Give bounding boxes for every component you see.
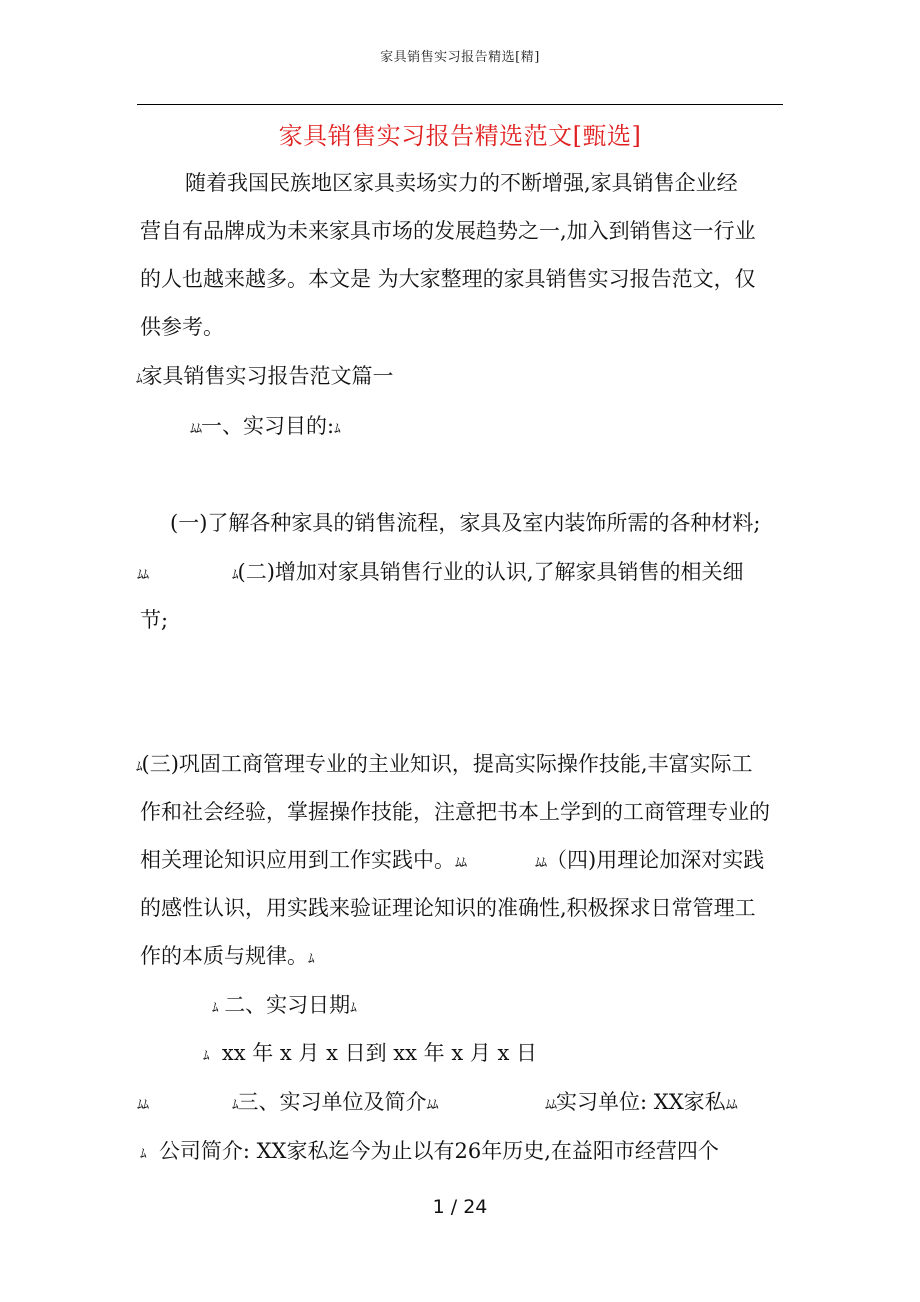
header-divider — [137, 104, 783, 105]
company-intro: ﾑ 公司简介: XX家私迄今为止以有26年历史,在益阳市经营四个 — [140, 1139, 719, 1163]
heading-purpose: ﾑﾑ一、实习目的:ﾑ — [190, 414, 340, 438]
format-mark-icon: ﾑﾑ — [190, 422, 201, 437]
format-mark-icon: ﾑﾑ — [535, 856, 546, 871]
format-mark-icon: ﾑ — [232, 1098, 238, 1113]
format-mark-icon: ﾑﾑ — [455, 856, 466, 871]
purpose-item-4: ﾑﾑ（四)用理论加深对实践 — [535, 848, 765, 872]
purpose-item-4-end: 作的本质与规律。ﾑ — [140, 944, 314, 968]
format-mark-icon: ﾑ — [232, 568, 238, 583]
purpose-item-2: ﾑ(二)增加对家具销售行业的认识,了解家具销售的相关细 — [232, 560, 744, 584]
section-heading: ﾑ家具销售实习报告范文篇一 — [136, 364, 394, 388]
format-mark-icon: ﾑ — [212, 1001, 218, 1016]
purpose-item-2-cont: 节; — [140, 608, 169, 632]
intro-line-1: 随着我国民族地区家具卖场实力的不断增强,家具销售企业经 — [185, 171, 738, 195]
format-mark-icon: ﾑﾑ — [545, 1098, 556, 1113]
document-title: 家具销售实习报告精选范文[甄选] — [278, 122, 642, 150]
intro-line-2: 营自有品牌成为未来家具市场的发展趋势之一,加入到销售这一行业 — [140, 219, 756, 243]
format-mark-icon: ﾑ — [140, 1147, 146, 1162]
intro-line-4: 供参考。 — [140, 315, 224, 339]
format-mark-icon: ﾑ — [136, 760, 142, 775]
intro-line-3: 的人也越来越多。本文是 为大家整理的家具销售实习报告范文，仅 — [140, 267, 756, 291]
heading-dates: ﾑ 二、实习日期ﾑ — [212, 993, 356, 1017]
format-marks — [137, 557, 148, 591]
format-mark-icon: ﾑ — [203, 1049, 209, 1064]
internship-unit: ﾑﾑ实习单位: XX家私ﾑﾑ — [545, 1090, 737, 1114]
running-header: 家具销售实习报告精选[精] — [380, 50, 540, 65]
format-mark-icon: ﾑ — [350, 1001, 356, 1016]
format-mark-icon: ﾑ — [334, 422, 340, 437]
format-mark-icon: ﾑﾑ — [137, 568, 148, 583]
purpose-item-1: (一)了解各种家具的销售流程，家具及室内装饰所需的各种材料; — [170, 511, 761, 535]
purpose-item-4-cont: 的感性认识，用实践来验证理论知识的准确性,积极探求日常管理工 — [140, 896, 756, 920]
purpose-item-3: ﾑ(三)巩固工商管理专业的主业知识，提高实际操作技能,丰富实际工 — [136, 752, 753, 776]
format-marks — [137, 1087, 148, 1121]
format-mark-icon: ﾑ — [308, 952, 314, 967]
internship-dates: ﾑ xx 年 x 月 x 日到 xx 年 x 月 x 日 — [203, 1041, 538, 1065]
purpose-item-3-cont: 作和社会经验，掌握操作技能，注意把书本上学到的工商管理专业的 — [140, 800, 770, 824]
format-mark-icon: ﾑﾑ — [137, 1098, 148, 1113]
format-mark-icon: ﾑ — [136, 372, 142, 387]
format-mark-icon: ﾑﾑ — [426, 1098, 438, 1113]
purpose-item-3-end: 相关理论知识应用到工作实践中。ﾑﾑ — [140, 848, 466, 872]
heading-unit: ﾑ三、实习单位及简介ﾑﾑ — [232, 1090, 438, 1114]
format-mark-icon: ﾑﾑ — [725, 1098, 737, 1113]
page-number: 1 / 24 — [432, 1196, 488, 1218]
